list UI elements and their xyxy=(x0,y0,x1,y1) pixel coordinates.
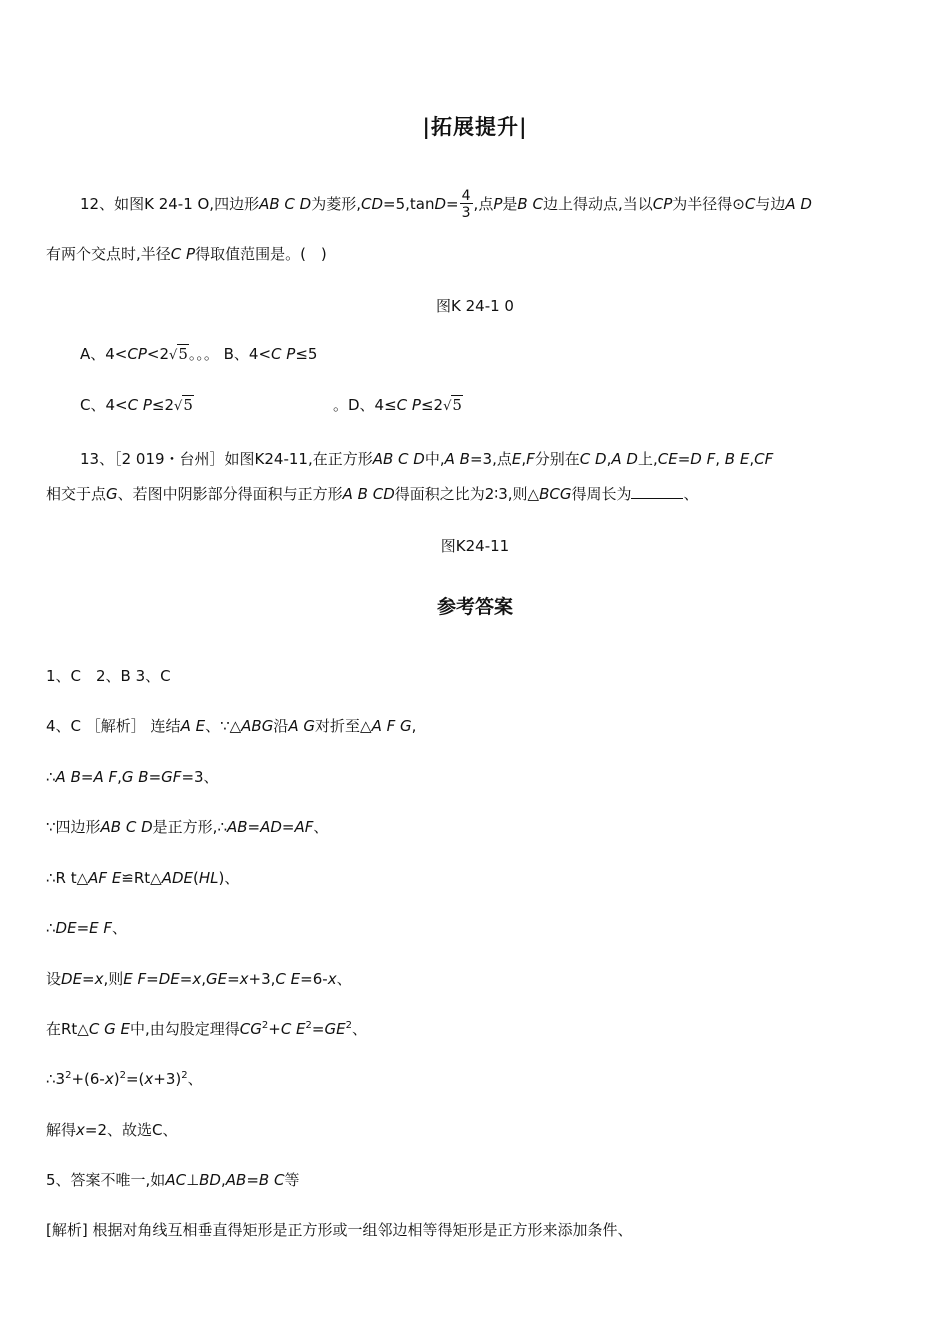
answer-var: C G E xyxy=(88,1020,130,1038)
answer-var: C E xyxy=(280,1020,306,1038)
option-c-var: C P xyxy=(127,396,152,414)
answer-text: ∴ xyxy=(46,919,56,937)
fraction-4-3 xyxy=(460,189,473,220)
answer-var: AB xyxy=(225,1171,247,1189)
answer-text: = xyxy=(246,1171,259,1189)
answer-text: ) xyxy=(113,1070,120,1088)
option-b-var: C P xyxy=(271,345,296,363)
q13-text: , xyxy=(521,450,527,468)
q13-var: C D xyxy=(579,450,607,468)
answer-text: 中,由勾股定理得 xyxy=(129,1020,240,1038)
answer-var: ADE xyxy=(161,869,194,887)
q12-options-ab xyxy=(80,345,317,364)
answer-var: GE xyxy=(324,1020,346,1038)
answer-text: , xyxy=(201,970,206,988)
answer-text: = xyxy=(80,768,94,786)
option-d-text: ≤2 xyxy=(420,396,444,414)
sqrt-radicand: 5 xyxy=(452,396,462,414)
answer-text: 沿 xyxy=(273,717,289,735)
answer-text: , xyxy=(220,1171,226,1189)
answer-text: )、 xyxy=(218,869,240,887)
q13-var: CE xyxy=(657,450,678,468)
answer-var: AB=AD=AF xyxy=(226,818,314,836)
q12-text: ,点 xyxy=(473,195,494,213)
q12-text: 得取值范围是。( ) xyxy=(195,245,327,263)
answer-var: E F=DE=x xyxy=(123,970,202,988)
answer-text: 等 xyxy=(284,1171,300,1189)
answer-var: AB C D xyxy=(100,818,153,836)
answer-var: CG xyxy=(239,1020,262,1038)
q12-var-cp: CP xyxy=(652,195,673,213)
answer-text: ∴3 xyxy=(46,1070,66,1088)
q13-text: , xyxy=(606,450,612,468)
superscript: 2 xyxy=(65,1070,72,1081)
q13-text: 中, xyxy=(424,450,445,468)
answer-text: 4、C ［解析］ 连结 xyxy=(46,717,181,735)
answer-var: C E xyxy=(275,970,301,988)
answer-text: 解得 xyxy=(46,1121,77,1139)
answer-text: = xyxy=(76,919,90,937)
option-d-var: C P xyxy=(396,396,421,414)
q12-line2 xyxy=(46,245,327,263)
option-d-text: 。D、4≤ xyxy=(333,396,397,414)
q12-text: 12、如图K 24-1 O,四边形 xyxy=(80,195,260,213)
answer-text: 、 xyxy=(313,818,329,836)
answer-var: BD xyxy=(199,1171,221,1189)
answer-var: x xyxy=(76,1121,85,1139)
answer-var: A B xyxy=(55,768,81,786)
sqrt-symbol: √5 xyxy=(443,396,462,414)
answer-text: ∴ xyxy=(46,768,56,786)
answer-text: + xyxy=(268,1020,281,1038)
answer-text: 是正方形,∴ xyxy=(152,818,227,836)
answer-var: B C xyxy=(258,1171,285,1189)
q13-text: , xyxy=(749,450,755,468)
answer-var: x xyxy=(104,1070,114,1088)
q12-var-d: D xyxy=(434,195,447,213)
superscript: 2 xyxy=(305,1020,312,1031)
answer-text: ⊥ xyxy=(186,1171,200,1189)
answer-text: ∴R t△ xyxy=(46,869,89,887)
answer-text: = xyxy=(311,1020,325,1038)
answer-text: 设 xyxy=(46,970,62,988)
answer-var: E F xyxy=(89,919,113,937)
answer-5-line1 xyxy=(46,1171,299,1189)
sqrt-radicand: 5 xyxy=(183,396,193,414)
q12-text: 为菱形, xyxy=(311,195,361,213)
q12-text: 有两个交点时,半径 xyxy=(46,245,171,263)
answer-text: =2、故选C、 xyxy=(84,1121,178,1139)
fraction-denominator: 3 xyxy=(461,205,471,221)
answer-text: =3、 xyxy=(181,768,219,786)
q13-text: 相交于点 xyxy=(46,485,107,503)
answer-text: 、 xyxy=(336,970,352,988)
answer-text: +3) xyxy=(153,1070,182,1088)
q12-option-d xyxy=(333,396,463,415)
answer-var: A E xyxy=(180,717,206,735)
q12-option-c xyxy=(80,396,194,415)
q12-text: =5,tan xyxy=(383,195,435,213)
answer-text: =6- xyxy=(300,970,328,988)
answer-text: 、 xyxy=(187,1070,203,1088)
superscript: 2 xyxy=(181,1070,188,1081)
answer-var: GF xyxy=(161,768,182,786)
q13-text: , xyxy=(715,450,720,468)
option-b-text: ≤5 xyxy=(295,345,318,363)
answer-4-line4 xyxy=(46,869,239,887)
option-a-text: A、4< xyxy=(80,345,128,363)
q13-text: = xyxy=(677,450,691,468)
q13-var: BCG xyxy=(539,485,572,503)
answer-text: ,则 xyxy=(103,970,124,988)
answer-text: +3, xyxy=(248,970,276,988)
answer-5-note: [解析] 根据对角线互相垂直得矩形是正方形或一组邻边相等得矩形是正方形来添加条件、 xyxy=(46,1221,633,1239)
answer-4-line8 xyxy=(46,1070,203,1088)
option-c-text: ≤2 xyxy=(151,396,175,414)
q12-line1 xyxy=(80,189,812,220)
q12-var-ad: A D xyxy=(785,195,812,213)
q13-text: 分别在 xyxy=(534,450,580,468)
q13-var: A B xyxy=(444,450,470,468)
q13-line2 xyxy=(46,485,699,503)
answer-var: HL xyxy=(198,869,219,887)
option-a-text: <2 xyxy=(146,345,170,363)
answer-text: , xyxy=(117,768,122,786)
q13-var: CF xyxy=(754,450,774,468)
q13-var: A D xyxy=(611,450,638,468)
answer-4-line9 xyxy=(46,1121,178,1139)
q12-text: = xyxy=(446,195,459,213)
fraction-numerator: 4 xyxy=(461,188,471,204)
q12-var-cd: CD xyxy=(360,195,384,213)
answer-text: +(6- xyxy=(71,1070,105,1088)
option-c-text: C、4< xyxy=(80,396,128,414)
q12-text: 是 xyxy=(502,195,518,213)
answer-var: AC xyxy=(165,1171,187,1189)
answer-var: ABG xyxy=(241,717,274,735)
q13-text: 得面积之比为2∶3,则△ xyxy=(394,485,540,503)
answer-text: ≌Rt△ xyxy=(121,869,162,887)
answer-4-line1 xyxy=(46,717,416,735)
q12-var-bc: B C xyxy=(517,195,543,213)
q12-var-cp: C P xyxy=(170,245,196,263)
q13-var: G xyxy=(106,485,118,503)
answer-text: 、 xyxy=(112,919,128,937)
answer-var: A F xyxy=(93,768,118,786)
q13-text: 13、［2 019・台州］如图K24-11,在正方形 xyxy=(80,450,373,468)
q13-var: D F xyxy=(690,450,716,468)
option-a-var: CP xyxy=(127,345,147,363)
answer-var: DE xyxy=(55,919,77,937)
q13-var: AB C D xyxy=(372,450,425,468)
answer-text: 对折至△ xyxy=(315,717,372,735)
answer-text: ∵四边形 xyxy=(46,818,101,836)
q12-var-c: C xyxy=(744,195,756,213)
section-title: |拓展提升| xyxy=(422,114,528,139)
q13-var: E xyxy=(511,450,522,468)
sqrt-symbol: √5 xyxy=(174,396,193,414)
q12-text: 与边 xyxy=(755,195,786,213)
answer-4-line7 xyxy=(46,1020,367,1038)
q13-var: B E xyxy=(724,450,750,468)
q13-line1 xyxy=(80,450,773,468)
q13-var: F xyxy=(526,450,535,468)
superscript: 2 xyxy=(261,1020,269,1031)
q13-text: =3,点 xyxy=(469,450,512,468)
answer-1-3: 1、C 2、B 3、C xyxy=(46,667,171,685)
answer-4-line6 xyxy=(46,970,352,988)
q12-var-abcd: AB C D xyxy=(259,195,312,213)
q13-text: 、若图中阴影部分得面积与正方形 xyxy=(117,485,343,503)
answer-4-line2 xyxy=(46,768,219,786)
answer-blank xyxy=(631,486,683,499)
option-b-text: 。。。 B、4< xyxy=(188,345,272,363)
superscript: 2 xyxy=(119,1070,126,1081)
sqrt-radicand: 5 xyxy=(178,345,188,363)
q13-text: 、 xyxy=(683,485,699,503)
answer-var: DE=x xyxy=(61,970,104,988)
answer-text: =( xyxy=(125,1070,145,1088)
q13-text: 上, xyxy=(637,450,658,468)
answer-text: 、 xyxy=(351,1020,367,1038)
sqrt-symbol: √5 xyxy=(169,345,188,363)
answers-title: 参考答案 xyxy=(436,596,513,618)
answer-text: 在Rt△ xyxy=(46,1020,89,1038)
figure-caption-k24-10: 图K 24-1 0 xyxy=(436,297,514,315)
answer-var: A G xyxy=(288,717,316,735)
answer-var: GE=x xyxy=(205,970,249,988)
q13-text: 得周长为 xyxy=(571,485,632,503)
superscript: 2 xyxy=(345,1020,352,1031)
q12-text: 为半径得⊙ xyxy=(672,195,745,213)
answer-var: AF E xyxy=(88,869,122,887)
answer-var: A F G xyxy=(371,717,412,735)
answer-var: x xyxy=(327,970,337,988)
answer-var: G B xyxy=(121,768,149,786)
answer-text: 5、答案不唯一,如 xyxy=(46,1171,166,1189)
figure-caption-k24-11: 图K24-11 xyxy=(440,537,510,555)
answer-4-line3 xyxy=(46,818,328,836)
q13-var: A B CD xyxy=(342,485,395,503)
answer-text: = xyxy=(148,768,162,786)
answer-text: ( xyxy=(193,869,199,887)
answer-var: x xyxy=(144,1070,154,1088)
answer-4-line5 xyxy=(46,919,127,937)
q12-text: 边上得动点,当以 xyxy=(542,195,653,213)
q12-var-p: P xyxy=(493,195,503,213)
answer-text: , xyxy=(411,717,417,735)
answer-text: 、∵△ xyxy=(205,717,242,735)
